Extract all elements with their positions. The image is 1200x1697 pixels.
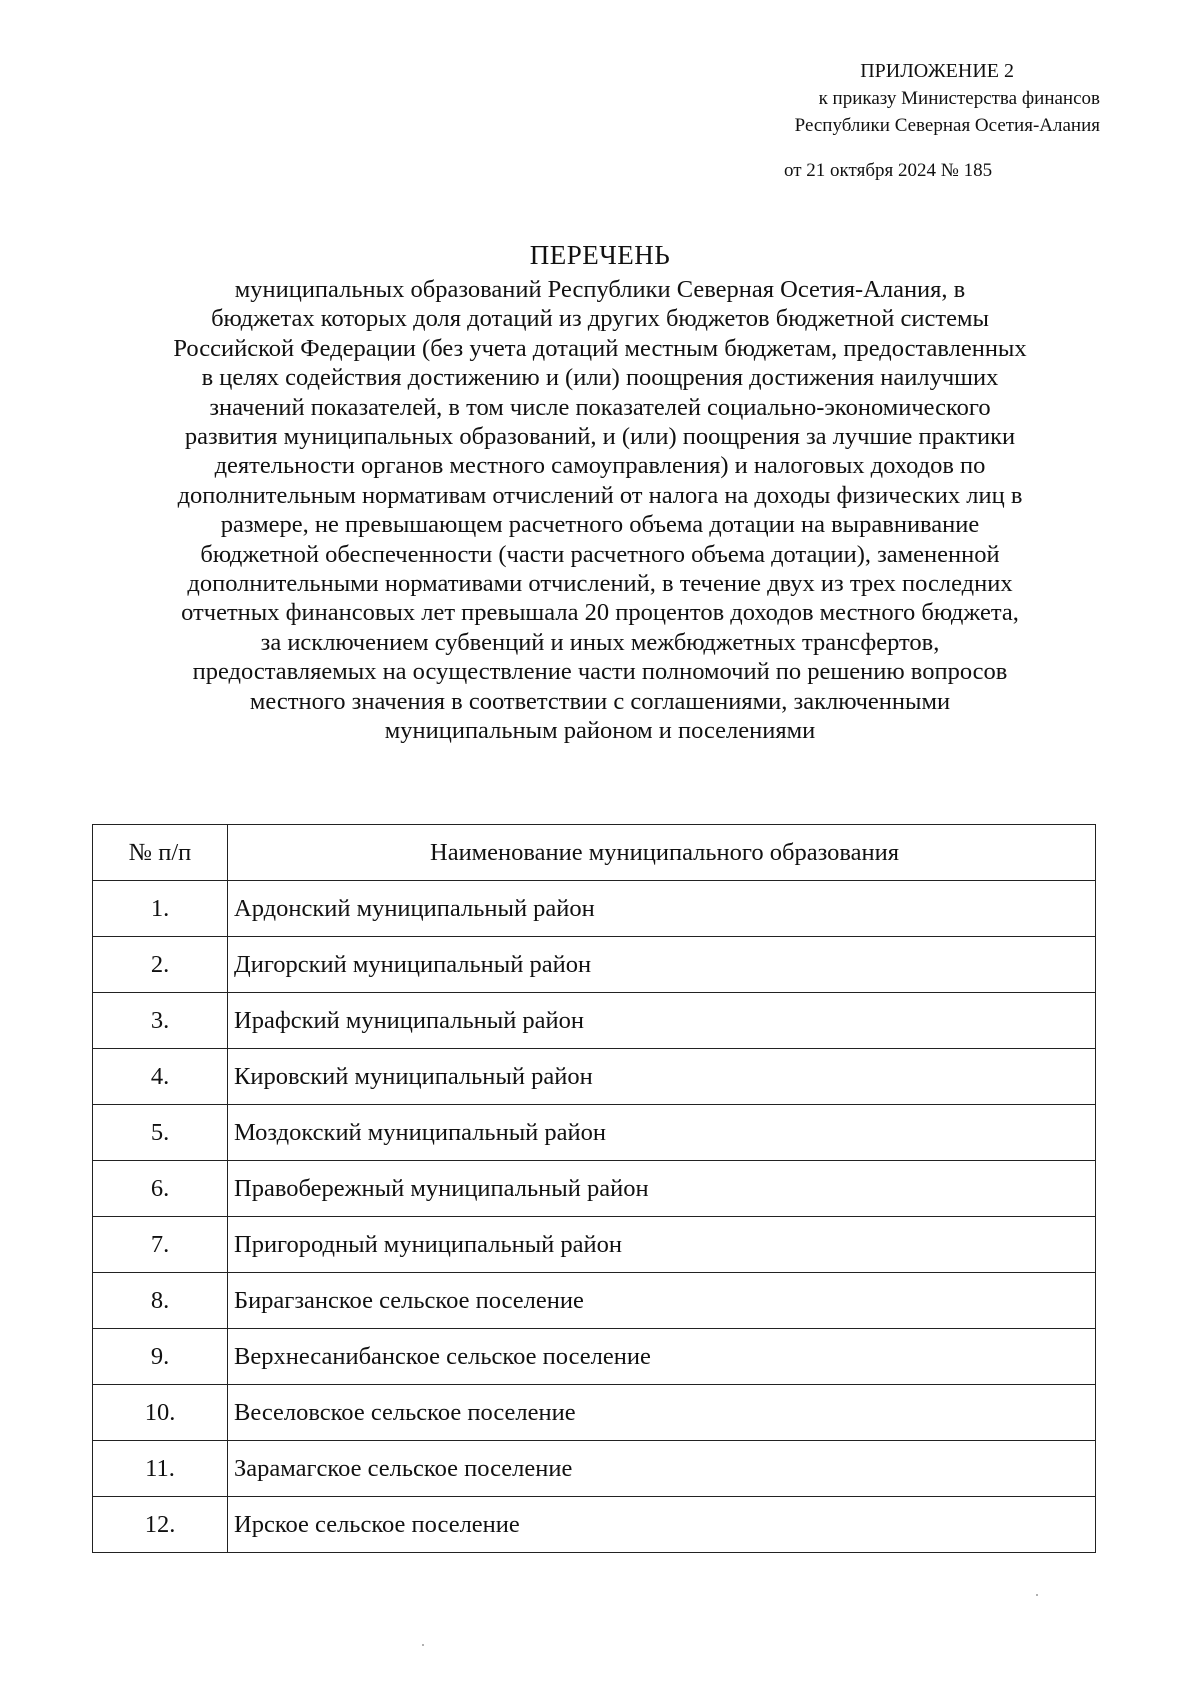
municipality-name: Бирагзанское сельское поселение [228, 1273, 1096, 1329]
municipalities-table [92, 824, 1096, 1553]
scan-speck [1036, 1594, 1038, 1596]
description-line: предоставляемых на осуществление части полномочий по решению вопросов [192, 658, 1008, 686]
table-row [93, 1105, 1096, 1161]
table-row [93, 1161, 1096, 1217]
scan-speck [422, 1644, 424, 1646]
document-description [92, 275, 1108, 746]
description-line: в целях содействия достижению и (или) поощрения достижения наилучших [201, 364, 999, 392]
table-row [93, 1049, 1096, 1105]
row-number: 4. [93, 1049, 228, 1105]
table-row [93, 1497, 1096, 1553]
municipality-name: Моздокский муниципальный район [228, 1105, 1096, 1161]
description-line: Российской Федерации (без учета дотаций местным бюджетам, предоставленных [173, 334, 1027, 362]
municipality-name: Кировский муниципальный район [228, 1049, 1096, 1105]
municipality-name: Веселовское сельское поселение [228, 1385, 1096, 1441]
municipality-name: Ирафский муниципальный район [228, 993, 1096, 1049]
table-row [93, 937, 1096, 993]
table-row [93, 881, 1096, 937]
description-line: местного значения в соответствии с соглашениями, заключенными [249, 687, 951, 715]
table-row [93, 1273, 1096, 1329]
row-number: 6. [93, 1161, 228, 1217]
row-number: 8. [93, 1273, 228, 1329]
description-line: бюджетной обеспеченности (части расчетного объема дотации), замененной [200, 540, 1000, 568]
row-number: 11. [93, 1441, 228, 1497]
municipality-name: Верхнесанибанское сельское поселение [228, 1329, 1096, 1385]
description-line: отчетных финансовых лет превышала 20 процентов доходов местного бюджета, [181, 599, 1019, 627]
description-line: дополнительными нормативами отчислений, в течение двух из трех последних [187, 570, 1013, 598]
appendix-header [680, 58, 1100, 139]
table-row [93, 1385, 1096, 1441]
document-title: ПЕРЕЧЕНЬ [529, 240, 671, 270]
column-header-name: Наименование муниципального образования [228, 825, 1096, 881]
description-line: размере, не превышающем расчетного объема дотации на выравнивание [220, 511, 980, 539]
description-line: развития муниципальных образований, и (или) поощрения за лучшие практики [184, 423, 1016, 451]
row-number: 12. [93, 1497, 228, 1553]
row-number: 1. [93, 881, 228, 937]
row-number: 3. [93, 993, 228, 1049]
column-header-number: № п/п [93, 825, 228, 881]
description-line: муниципальным районом и поселениями [384, 717, 816, 745]
description-line: дополнительным нормативам отчислений от налога на доходы физических лиц в [177, 481, 1023, 509]
table-row [93, 993, 1096, 1049]
table-row [93, 1217, 1096, 1273]
municipality-name: Ардонский муниципальный район [228, 881, 1096, 937]
municipality-name: Ирское сельское поселение [228, 1497, 1096, 1553]
table-body [93, 881, 1096, 1553]
table-row [93, 1441, 1096, 1497]
description-line: значений показателей, в том числе показателей социально-экономического [209, 393, 991, 421]
municipality-name: Правобережный муниципальный район [228, 1161, 1096, 1217]
description-line: муниципальных образований Республики Северная Осетия-Алания, в [234, 276, 966, 303]
row-number: 9. [93, 1329, 228, 1385]
table-header-row [93, 825, 1096, 881]
row-number: 7. [93, 1217, 228, 1273]
appendix-republic-line: Республики Северная Осетия-Алания [794, 115, 1100, 136]
row-number: 10. [93, 1385, 228, 1441]
description-line: за исключением субвенций и иных межбюджетных трансфертов, [260, 628, 940, 656]
municipality-name: Зарамагское сельское поселение [228, 1441, 1096, 1497]
appendix-order-line: к приказу Министерства финансов [818, 88, 1100, 109]
description-line: бюджетах которых доля дотаций из других бюджетов бюджетной системы [211, 305, 989, 333]
municipality-name: Пригородный муниципальный район [228, 1217, 1096, 1273]
order-date: от 21 октября 2024 № 185 [784, 160, 993, 181]
appendix-label: ПРИЛОЖЕНИЕ 2 [860, 60, 1014, 82]
description-line: деятельности органов местного самоуправления) и налоговых доходов по [214, 452, 986, 480]
table-row [93, 1329, 1096, 1385]
municipality-name: Дигорский муниципальный район [228, 937, 1096, 993]
row-number: 5. [93, 1105, 228, 1161]
row-number: 2. [93, 937, 228, 993]
